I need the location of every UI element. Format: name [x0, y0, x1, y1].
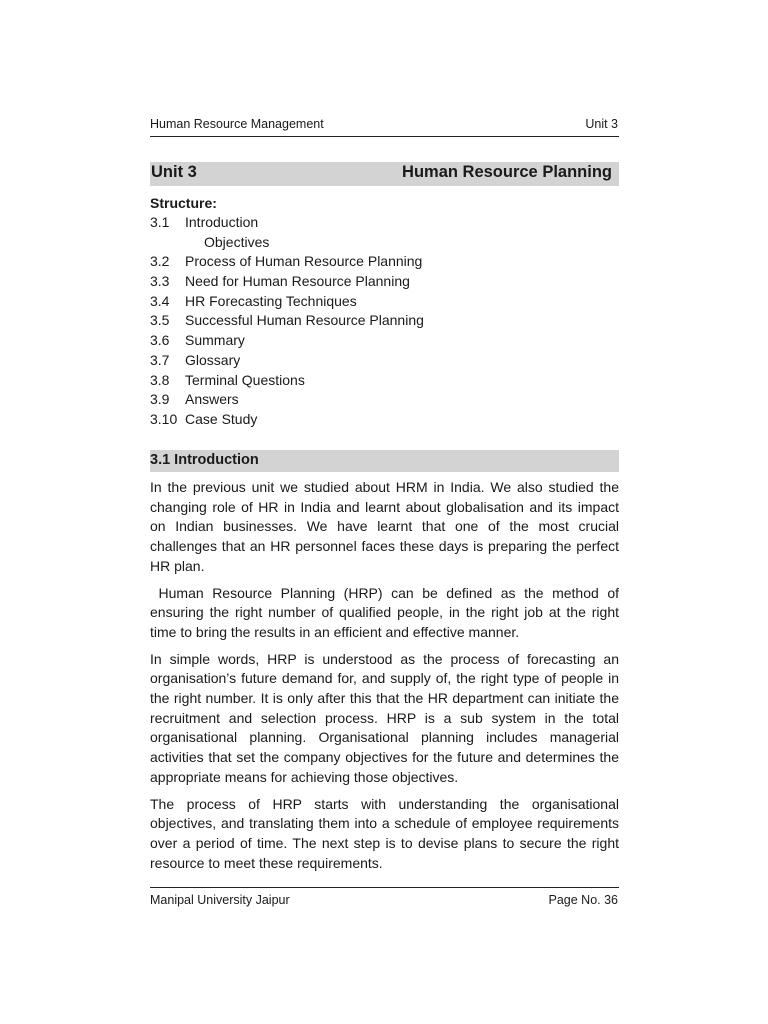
section-heading: 3.1 Introduction — [150, 452, 259, 468]
structure-item — [150, 371, 619, 391]
section-heading-bar — [150, 450, 619, 472]
structure-item — [150, 390, 619, 410]
footer-page-number: Page No. 36 — [548, 893, 618, 907]
structure-item-number: 3.4 — [150, 292, 170, 309]
structure-item-title: Answers — [185, 391, 239, 408]
section-body — [150, 478, 619, 880]
structure-item — [150, 272, 619, 292]
structure-item-title: Introduction — [185, 214, 259, 230]
structure-item-title: Terminal Questions — [185, 371, 305, 388]
unit-title: Human Resource Planning — [402, 163, 612, 181]
structure-item-number: 3.6 — [150, 332, 170, 349]
structure-item-title: Summary — [185, 332, 245, 349]
structure-item — [150, 311, 619, 331]
structure-item-number: 3.2 — [150, 253, 170, 270]
structure-item-number: 3.7 — [150, 351, 170, 368]
structure-item-number: 3.5 — [150, 312, 170, 329]
structure-item — [150, 351, 619, 371]
body-paragraph: Human Resource Planning (HRP) can be defined as the method of ensuring the right number of qualified people, in the right job at the right time to bring the results in an efficient and effective manner. — [150, 584, 619, 640]
structure-item-number: 3.3 — [150, 273, 170, 290]
header-course-title: Human Resource Management — [150, 117, 324, 131]
structure-heading: Structure: — [150, 195, 217, 211]
structure-item-title: Successful Human Resource Planning — [185, 312, 424, 329]
structure-item-number: 3.9 — [150, 391, 170, 408]
body-paragraph: The process of HRP starts with understanding the organisational objectives, and translating them into a schedule of employee requirements over a period of time. The next step is to devise plans to secure the right resource to meet these requirements. — [150, 795, 619, 871]
running-header — [150, 116, 619, 137]
structure-item — [150, 410, 619, 430]
structure-item-title: Case Study — [185, 410, 258, 427]
structure-item-number: 3.1 — [150, 214, 170, 230]
footer-institution: Manipal University Jaipur — [150, 893, 290, 907]
structure-item — [150, 213, 619, 233]
running-footer — [150, 887, 619, 910]
header-unit-label: Unit 3 — [585, 117, 618, 131]
unit-banner — [150, 162, 619, 186]
structure-item-title: Process of Human Resource Planning — [185, 253, 423, 270]
unit-number: Unit 3 — [151, 163, 197, 181]
structure-item-title: HR Forecasting Techniques — [185, 292, 357, 309]
structure-item-number: 3.10 — [150, 410, 178, 427]
structure-item — [150, 252, 619, 272]
structure-item — [150, 292, 619, 312]
structure-item-number: 3.8 — [150, 371, 170, 388]
body-paragraph: In simple words, HRP is understood as the process of forecasting an organisation’s future demand for, and supply of, the right type of people in the right number. It is only after this that the HR department can initiate the recruitment and selection process. HRP is a sub system in the total organisational planning. Organisational planning includes managerial activities that set the company objectives for the future and determines the appropriate means for achieving those objectives. — [150, 650, 619, 785]
body-paragraph: In the previous unit we studied about HRM in India. We also studied the changing role of HR in India and learnt about globalisation and its impact on Indian businesses. We have learnt that one of the most crucial challenges that an HR personnel faces these days is preparing the perfect HR plan. — [150, 479, 619, 574]
structure-item-title: Need for Human Resource Planning — [185, 273, 410, 290]
structure-item-title: Glossary — [185, 351, 241, 368]
structure-subitem — [150, 233, 619, 253]
structure-item — [150, 331, 619, 351]
structure-item-title: Objectives — [204, 233, 270, 250]
document-page — [150, 0, 619, 1024]
structure-list — [150, 213, 619, 430]
